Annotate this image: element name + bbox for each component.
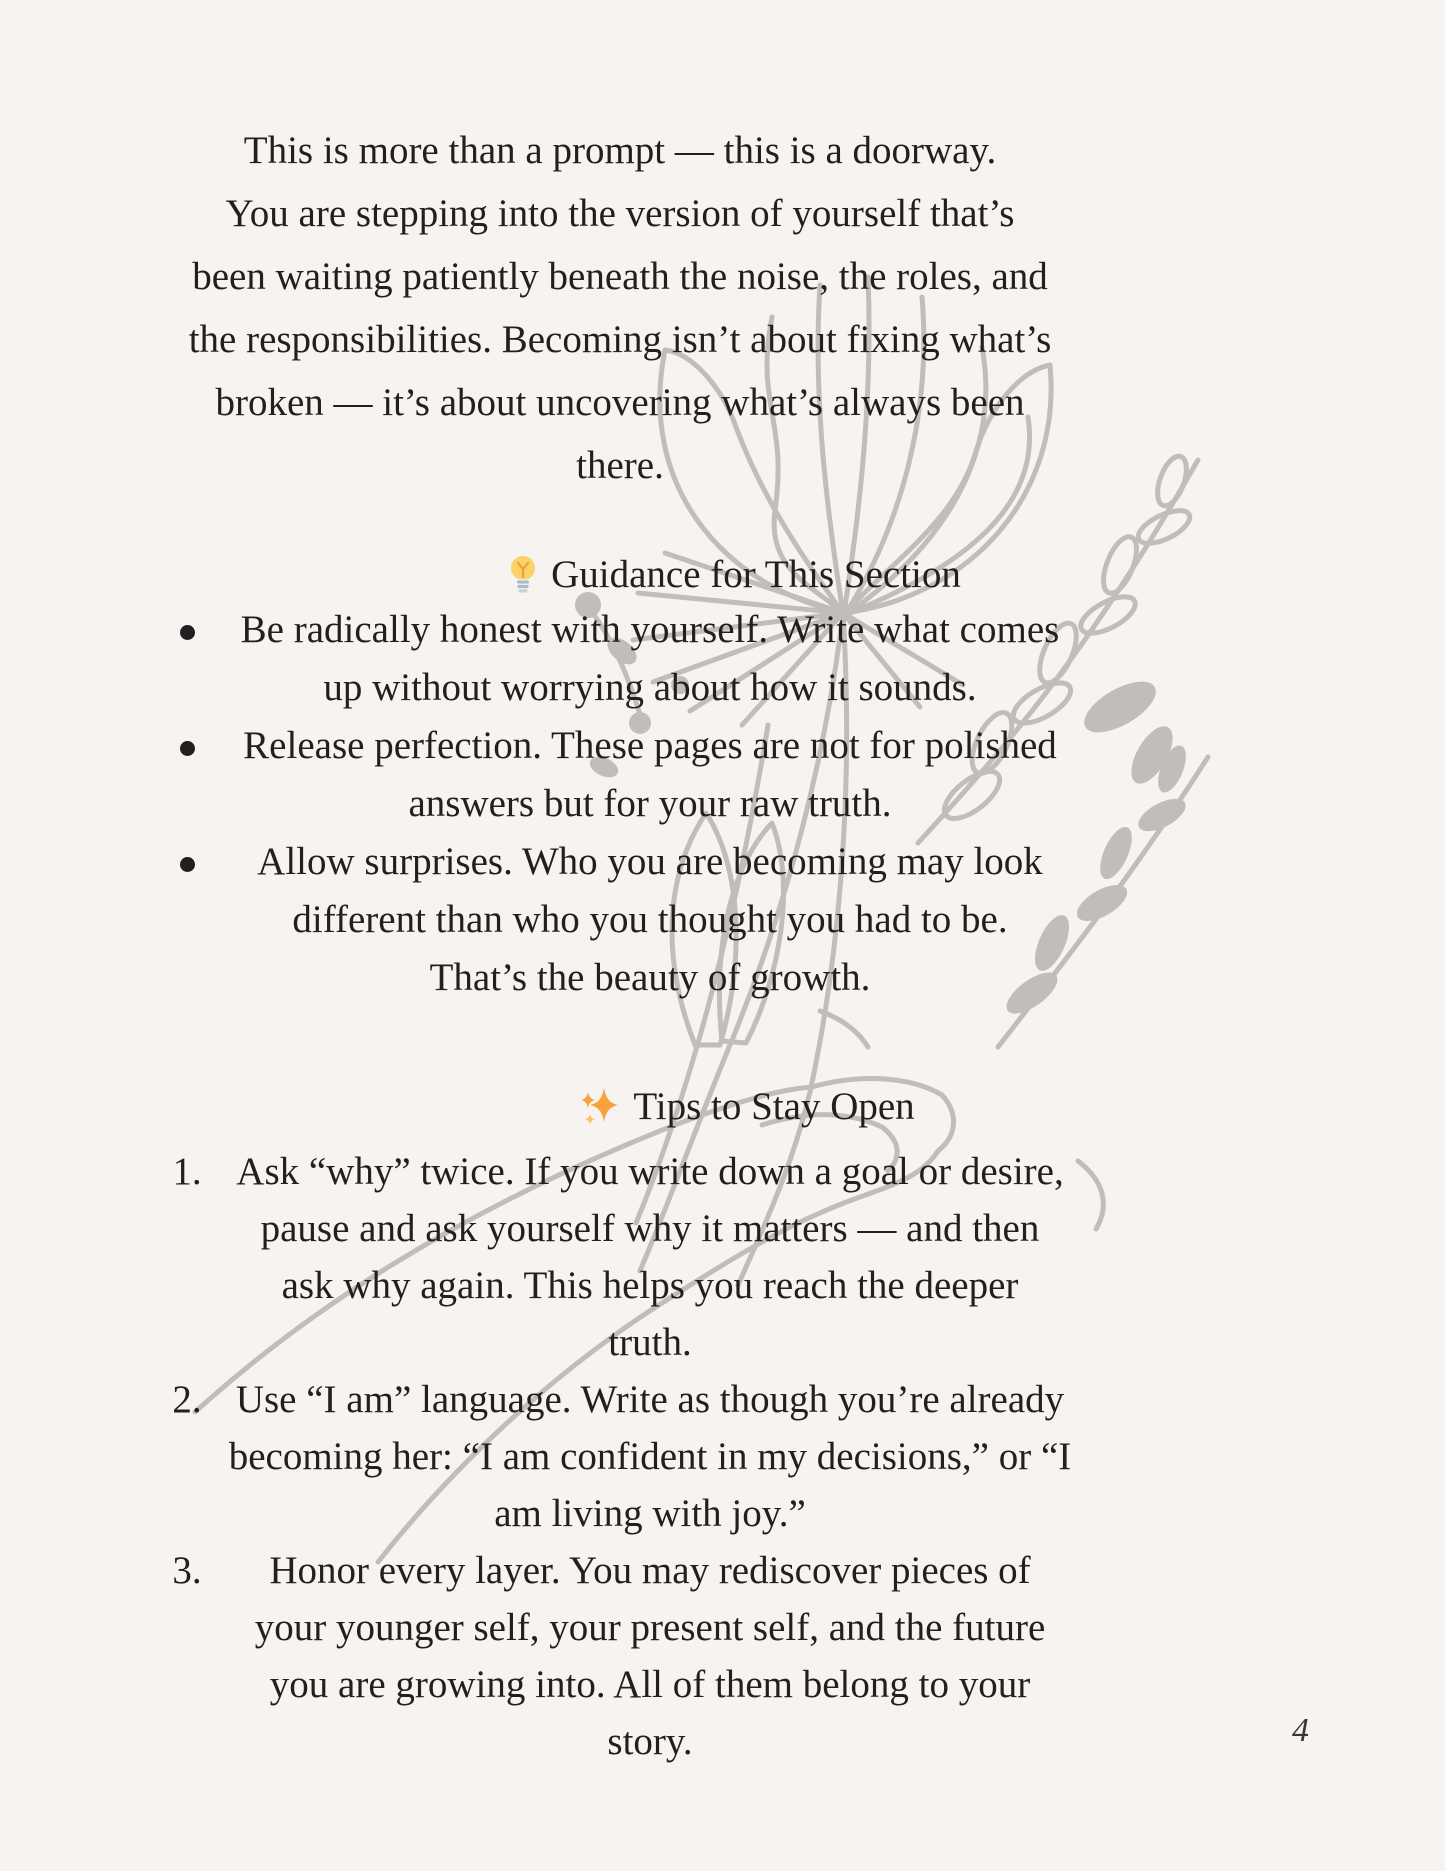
list-item-line: am living with joy.” — [494, 1492, 806, 1535]
guidance-heading-label: Guidance for This Section — [551, 553, 961, 596]
list-item-line: Ask “why” twice. If you write down a goal or desire, — [236, 1150, 1064, 1193]
list-item-line: Honor every layer. You may rediscover pieces of — [269, 1549, 1031, 1592]
intro-line: the responsibilities. Becoming isn’t about fixing what’s — [188, 318, 1052, 361]
bullet-marker — [152, 717, 222, 775]
number-marker: 2. — [172, 1378, 202, 1421]
list-item-line: ask why again. This helps you reach the deeper — [281, 1264, 1019, 1307]
bullet-dot — [180, 625, 195, 640]
tips-list — [120, 1143, 1120, 1770]
list-item — [120, 833, 1120, 1007]
list-item-line: you are growing into. All of them belong to your — [269, 1663, 1031, 1706]
intro-line: been waiting patiently beneath the noise, the roles, and — [192, 255, 1048, 298]
list-item-line: Be radically honest with yourself. Write what comes — [240, 608, 1060, 651]
list-item-line: Use “I am” language. Write as though you’re already — [235, 1378, 1065, 1421]
list-item-line: different than who you thought you had to be. — [292, 898, 1008, 941]
page-number: 4 — [1292, 1712, 1309, 1749]
tips-heading-label: Tips to Stay Open — [633, 1085, 915, 1128]
guidance-section-heading — [235, 546, 1235, 603]
list-item-line: story. — [607, 1720, 693, 1763]
sparkles-icon — [579, 1086, 619, 1128]
intro-paragraph — [120, 119, 1120, 497]
list-item-line: Release perfection. These pages are not for polished — [243, 724, 1057, 767]
list-item — [120, 1542, 1120, 1770]
intro-line: You are stepping into the version of yourself that’s — [225, 192, 1015, 235]
bullet-dot — [180, 857, 195, 872]
list-item-line: becoming her: “I am confident in my decisions,” or “I — [228, 1435, 1072, 1478]
intro-line: This is more than a prompt — this is a doorway. — [243, 129, 997, 172]
list-item — [120, 601, 1120, 717]
intro-line: there. — [576, 444, 664, 487]
bullet-marker — [152, 601, 222, 659]
list-item-line: your younger self, your present self, and the future — [254, 1606, 1046, 1649]
list-item — [120, 1143, 1120, 1371]
list-item-line: up without worrying about how it sounds. — [323, 666, 977, 709]
bullet-dot — [180, 741, 195, 756]
list-item-line: truth. — [608, 1321, 692, 1364]
list-item-line: That’s the beauty of growth. — [429, 956, 871, 999]
intro-line: broken — it’s about uncovering what’s always been — [215, 381, 1025, 424]
lightbulb-icon — [509, 555, 537, 595]
list-item — [120, 1371, 1120, 1542]
list-item-line: Allow surprises. Who you are becoming may look — [257, 840, 1043, 883]
number-marker: 1. — [172, 1150, 202, 1193]
list-item — [120, 717, 1120, 833]
number-marker: 3. — [172, 1549, 202, 1592]
tips-section-heading — [247, 1078, 1247, 1135]
list-item-line: answers but for your raw truth. — [408, 782, 892, 825]
list-item-line: pause and ask yourself why it matters — and then — [260, 1207, 1040, 1250]
guidance-list — [120, 601, 1120, 1007]
bullet-marker — [152, 833, 222, 891]
